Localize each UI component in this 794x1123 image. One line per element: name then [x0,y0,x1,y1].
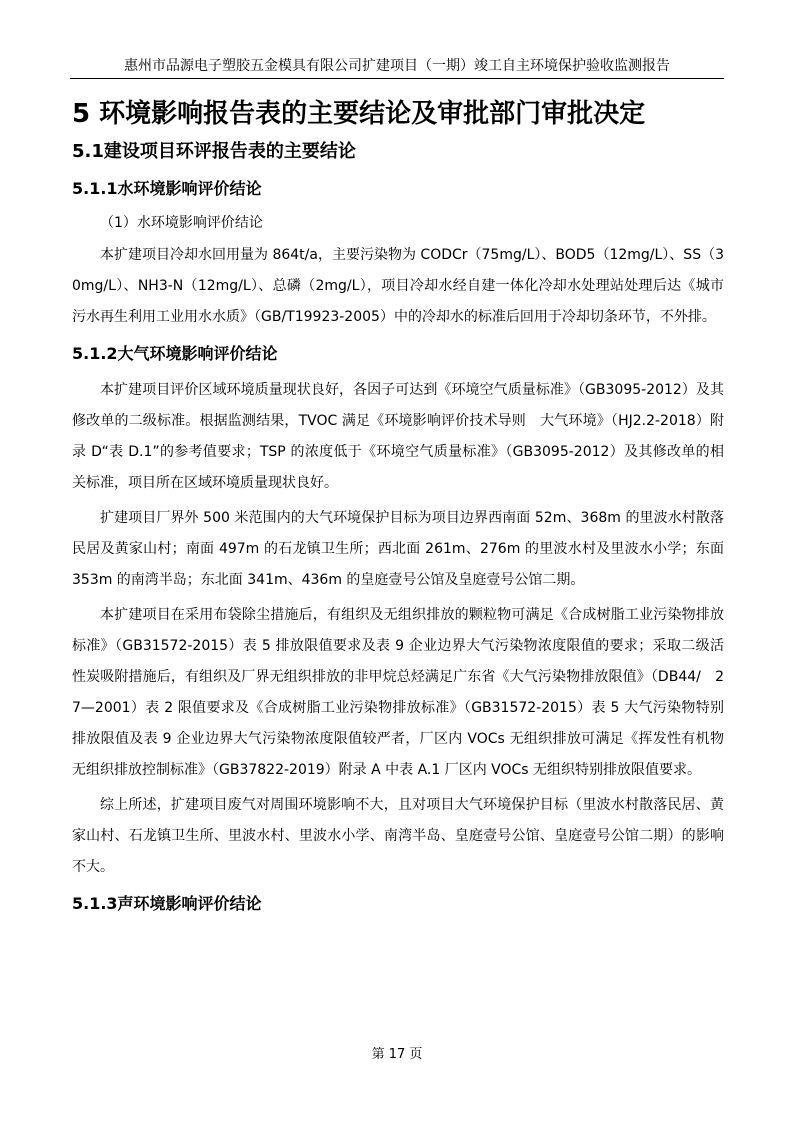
air-paragraph-quality: 本扩建项目评价区域环境质量现状良好，各因子可达到《环境空气质量标准》（GB3095-2012）及其修改单的二级标准。根据监测结果，TVOC 满足《环境影响评价技术导则 大气环境》（HJ2.2-2018）附录 D“表 D.1”的参考值要求；TSP 的浓度低于《环境空气质量标准》（GB3095-2012）及其修改单的相关标准，项目所在区域环境质量现状良好。 [72,382,724,491]
running-header: 惠州市品源电子塑胶五金模具有限公司扩建项目（一期）竣工自主环境保护验收监测报告 [124,58,670,74]
air-heading: 5.1.2大气环境影响评价结论 [72,344,278,363]
chapter-title: 5 环境影响报告表的主要结论及审批部门审批决定 [72,99,646,129]
page-number: 第 17 页 [371,1047,423,1062]
water-heading: 5.1.1水环境影响评价结论 [72,179,262,198]
header-divider [70,78,724,79]
air-paragraph-targets: 扩建项目厂界外 500 米范围内的大气环境保护目标为项目边界西南面 52m、368m 的里波水村散落民居及黄家山村；南面 497m 的石龙镇卫生所；西北面 261m、276m 的里波水村及里波水小学；东面 353m 的南湾半岛；东北面 341m、436m 的皇庭壹号公馆及皇庭壹号公馆二期。 [72,510,724,588]
section-title: 5.1建设项目环评报告表的主要结论 [72,141,356,162]
page-body [72,92,724,925]
noise-heading: 5.1.3声环境影响评价结论 [72,894,262,913]
air-paragraph-emissions: 本扩建项目在采用布袋除尘措施后，有组织及无组织排放的颗粒物可满足《合成树脂工业污染物排放标准》（GB31572-2015）表 5 排放限值要求及表 9 企业边界大气污染物浓度限值的要求；采取二级活性炭吸附措施后，有组织及厂界无组织排放的非甲烷总烃满足广东省《大气污染物排放限值》（DB44/ 27—2001）表 2 限值要求及《合成树脂工业污染物排放标准》（GB31572-2015）表 5 大气污染物特别排放限值及表 9 企业边界大气污染物浓度限值较严者，厂区内 VOCs 无组织排放可满足《挥发性有机物无组织排放控制标准》（GB37822-2019）附录 A 中表 A.1 厂区内 VOCs 无组织特别排放限值要求。 [72,607,724,778]
water-paragraph: 本扩建项目冷却水回用量为 864t/a，主要污染物为 CODCr（75mg/L）、BOD5（12mg/L）、SS（30mg/L）、NH3-N（12mg/L）、总磷（2mg/L），项目冷却水经自建一体化冷却水处理站处理后达《城市污水再生利用工业用水水质》（GB/T19923-2005）中的冷却水的标准后回用于冷却切条环节，不外排。 [72,247,724,325]
water-subheading: （1）水环境影响评价结论 [100,215,263,231]
air-paragraph-summary: 综上所述，扩建项目废气对周围环境影响不大，且对项目大气环境保护目标（里波水村散落民居、黄家山村、石龙镇卫生所、里波水村、里波水小学、南湾半岛、皇庭壹号公馆、皇庭壹号公馆二期）的影响不大。 [72,797,724,875]
